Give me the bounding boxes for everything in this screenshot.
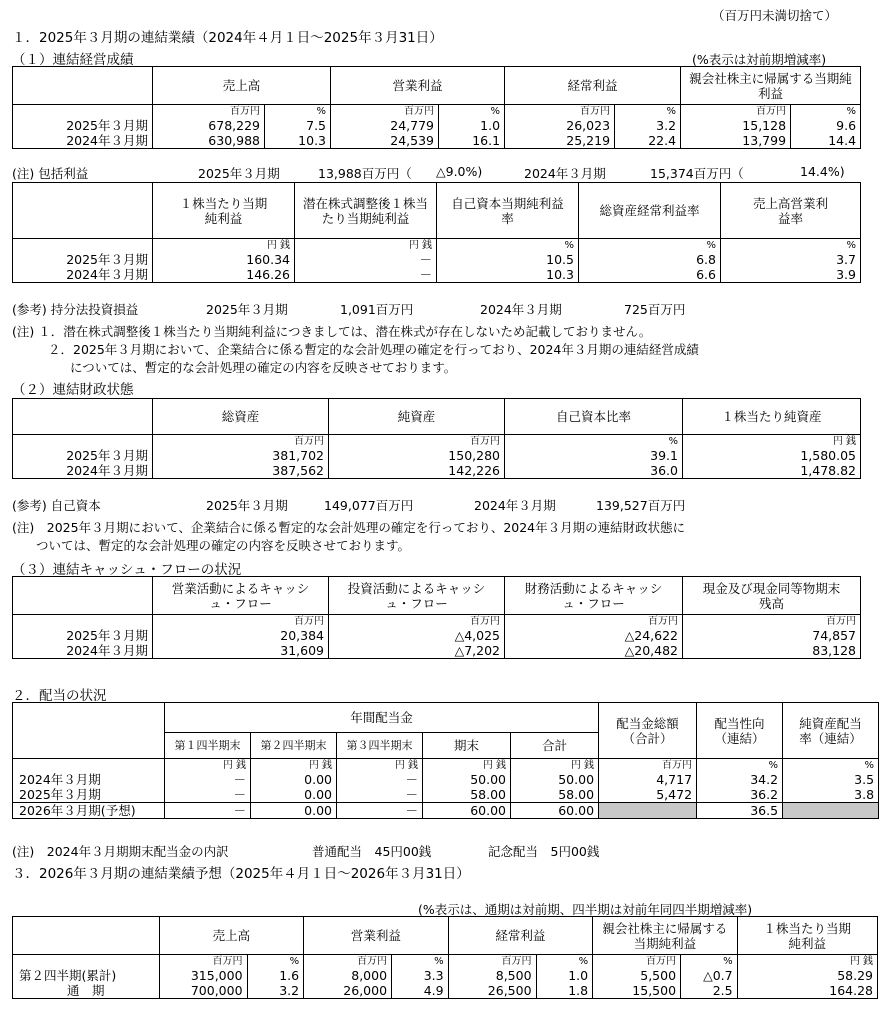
unit: 百万円	[329, 435, 505, 449]
unit: 円 銭	[295, 239, 437, 253]
table-row	[13, 463, 861, 479]
unit: %	[681, 955, 738, 969]
subsection-2-title: （２）連結財政状態	[12, 382, 134, 398]
table-row	[13, 787, 879, 803]
note-line: ２．2025年３月期において、企業結合に係る暫定的な会計処理の確定を行っており、2024年３月期の連結経営成績	[48, 342, 699, 357]
cell: 36.0	[505, 463, 683, 479]
note-line: (注) １．潜在株式調整後１株当たり当期純利益につきましては、潜在株式が存在しないため記載しておりません。	[12, 324, 652, 339]
note-line: ついては、暫定的な会計処理の確定の内容を反映させております。	[36, 538, 411, 553]
cell: －	[337, 787, 423, 803]
unit: 円 銭	[165, 759, 251, 773]
header-total: 合計	[511, 733, 599, 759]
row-label: 2024年３月期	[13, 772, 165, 787]
cell: △7,202	[329, 643, 505, 659]
cell: 58.29	[737, 968, 877, 983]
unit: 円 銭	[737, 955, 877, 969]
cell: 58.00	[423, 787, 511, 803]
cell: 1.0	[536, 968, 593, 983]
unit: %	[439, 105, 505, 119]
cell: 381,702	[153, 448, 329, 463]
table-row	[13, 252, 861, 267]
cell: －	[295, 267, 437, 283]
header-investing-cf: 投資活動によるキャッシュ・フロー	[329, 577, 505, 615]
table-row	[13, 643, 861, 659]
section-2-title: ２．配当の状況	[12, 688, 107, 704]
unit: 百万円	[505, 105, 615, 119]
own-capital-value-1: 149,077百万円	[324, 498, 414, 513]
subsection-3-title: （３）連結キャッシュ・フローの状況	[12, 562, 242, 578]
cell: 4.9	[392, 983, 449, 999]
dividend-note-label: (注) 2024年３月期期末配当金の内訳	[12, 844, 229, 859]
table-row	[13, 118, 861, 133]
cell: 10.3	[265, 133, 331, 149]
operating-results-table	[12, 66, 861, 149]
header-roa: 総資産経常利益率	[579, 183, 721, 239]
dividend-note-ordinary: 普通配当 45円00銭	[312, 844, 432, 859]
cell: 83,128	[683, 643, 861, 659]
unit: 百万円	[505, 615, 683, 629]
cell: 3.3	[392, 968, 449, 983]
cell: 15,128	[681, 118, 791, 133]
cell: 58.00	[511, 787, 599, 803]
comprehensive-period-2: 2024年３月期	[524, 166, 606, 181]
header-financing-cf: 財務活動によるキャッシュ・フロー	[505, 577, 683, 615]
cell: 24,779	[331, 118, 439, 133]
cell: △20,482	[505, 643, 683, 659]
cell: 10.5	[437, 252, 579, 267]
financial-position-table	[12, 398, 861, 479]
row-label: 2025年３月期	[13, 628, 153, 643]
cell: 13,799	[681, 133, 791, 149]
cell: 39.1	[505, 448, 683, 463]
unit: 円 銭	[683, 435, 861, 449]
header-diluted-eps: 潜在株式調整後１株当たり当期純利益	[295, 183, 437, 239]
cell: 74,857	[683, 628, 861, 643]
header-operating-income: 営業利益	[331, 67, 505, 105]
row-label: 2024年３月期	[13, 133, 153, 149]
cell: 50.00	[511, 772, 599, 787]
comprehensive-rate-2: 14.4%)	[800, 164, 845, 179]
own-capital-period-2: 2024年３月期	[474, 498, 556, 513]
table-row	[13, 968, 878, 983]
row-label: 第２四半期(累計)	[13, 968, 160, 983]
cell: 9.6	[791, 118, 861, 133]
section-1-title: １．2025年３月期の連結業績（2024年４月１日～2025年３月31日）	[12, 30, 443, 46]
cell: 150,280	[329, 448, 505, 463]
comprehensive-value-1: 13,988百万円（	[318, 166, 412, 181]
header-ordinary-income: 経常利益	[448, 917, 593, 955]
cell: △4,025	[329, 628, 505, 643]
dividend-note-commemorative: 記念配当 5円00銭	[488, 844, 600, 859]
cell: 700,000	[159, 983, 247, 999]
header-net-income: 親会社株主に帰属する当期純利益	[593, 917, 738, 955]
unit: %	[247, 955, 304, 969]
unit: %	[791, 105, 861, 119]
cell: 164.28	[737, 983, 877, 999]
cell: 26,023	[505, 118, 615, 133]
unit: %	[392, 955, 449, 969]
cell: 25,219	[505, 133, 615, 149]
cell: －	[165, 787, 251, 803]
own-capital-period-1: 2025年３月期	[206, 498, 288, 513]
cell: 4,717	[599, 772, 697, 787]
cell: 3.7	[721, 252, 861, 267]
header-q2: 第２四半期末	[251, 733, 337, 759]
cell: －	[337, 772, 423, 787]
cell: 0.00	[251, 787, 337, 803]
cell: 6.6	[579, 267, 721, 283]
note-line: (注) 2025年３月期において、企業結合に係る暫定的な会計処理の確定を行っており、2024年３月期の連結財政状態に	[12, 520, 686, 535]
header-sales: 売上高	[159, 917, 304, 955]
cell: 7.5	[265, 118, 331, 133]
header-net-income: 親会社株主に帰属する当期純利益	[681, 67, 861, 105]
own-capital-value-2: 139,527百万円	[596, 498, 686, 513]
cell: 15,500	[593, 983, 681, 999]
row-label: 通 期	[13, 983, 160, 999]
table-row	[13, 133, 861, 149]
unit: 円 銭	[153, 239, 295, 253]
note-line: については、暫定的な会計処理の確定の内容を反映させております。	[70, 360, 457, 375]
cell: 0.00	[251, 803, 337, 819]
comprehensive-value-2: 15,374百万円（	[650, 166, 744, 181]
header-operating-margin: 売上高営業利益率	[721, 183, 861, 239]
cell: △0.7	[681, 968, 738, 983]
cell: 6.8	[579, 252, 721, 267]
header-eps: １株当たり当期純利益	[737, 917, 877, 955]
unit: %	[437, 239, 579, 253]
header-payout-ratio: 配当性向（連結）	[697, 703, 783, 759]
header-equity-ratio: 自己資本比率	[505, 399, 683, 435]
cell: 5,500	[593, 968, 681, 983]
unit: 円 銭	[251, 759, 337, 773]
unit: 百万円	[159, 955, 247, 969]
unit: 百万円	[329, 615, 505, 629]
header-year-end: 期末	[423, 733, 511, 759]
header-doe: 純資産配当率（連結）	[783, 703, 879, 759]
unit: 円 銭	[337, 759, 423, 773]
table-row	[13, 267, 861, 283]
cell: 24,539	[331, 133, 439, 149]
header-operating-cf: 営業活動によるキャッシュ・フロー	[153, 577, 329, 615]
cell: 1.6	[247, 968, 304, 983]
table-row	[13, 772, 879, 787]
cell: 16.1	[439, 133, 505, 149]
table-row	[13, 983, 878, 999]
forecast-pct-note: (%表示は、通期は対前期、四半期は対前年同四半期増減率)	[418, 902, 753, 917]
cell: 3.2	[615, 118, 681, 133]
cell: 3.8	[783, 787, 879, 803]
unit: 百万円	[448, 955, 536, 969]
header-bps: １株当たり純資産	[683, 399, 861, 435]
shaded-cell	[783, 803, 879, 819]
header-total-assets: 総資産	[153, 399, 329, 435]
unit: %	[783, 759, 879, 773]
cell: 0.00	[251, 772, 337, 787]
cell: 31,609	[153, 643, 329, 659]
unit: %	[579, 239, 721, 253]
cell: 146.26	[153, 267, 295, 283]
header-q3: 第３四半期末	[337, 733, 423, 759]
cell: 26,000	[304, 983, 392, 999]
unit: 百万円	[681, 105, 791, 119]
cell: 14.4	[791, 133, 861, 149]
row-label: 2024年３月期	[13, 267, 153, 283]
cell: 1,580.05	[683, 448, 861, 463]
row-label: 2024年３月期	[13, 463, 153, 479]
cell: 142,226	[329, 463, 505, 479]
unit: 百万円	[153, 615, 329, 629]
unit: 百万円	[153, 435, 329, 449]
row-label: 2025年３月期	[13, 118, 153, 133]
cell: 26,500	[448, 983, 536, 999]
equity-method-value-2: 725百万円	[624, 302, 686, 317]
cell: 5,472	[599, 787, 697, 803]
cell: 22.4	[615, 133, 681, 149]
unit: 百万円	[153, 105, 265, 119]
cell: 315,000	[159, 968, 247, 983]
cell: 50.00	[423, 772, 511, 787]
comprehensive-rate-1: △9.0%)	[436, 164, 483, 179]
cell: －	[165, 803, 251, 819]
header-q1: 第１四半期末	[165, 733, 251, 759]
table-row	[13, 628, 861, 643]
header-operating-income: 営業利益	[304, 917, 449, 955]
cell: －	[337, 803, 423, 819]
cell: 10.3	[437, 267, 579, 283]
row-label: 2025年３月期	[13, 448, 153, 463]
equity-method-value-1: 1,091百万円	[340, 302, 414, 317]
pct-note: (%表示は対前期増減率)	[692, 52, 827, 67]
header-ordinary-income: 経常利益	[505, 67, 681, 105]
cell: 8,000	[304, 968, 392, 983]
cell: 3.2	[247, 983, 304, 999]
row-label: 2025年３月期	[13, 787, 165, 803]
own-capital-label: (参考) 自己資本	[12, 498, 101, 513]
cell: 160.34	[153, 252, 295, 267]
cell: 8,500	[448, 968, 536, 983]
row-label: 2026年３月期(予想)	[13, 803, 165, 819]
equity-method-period-1: 2025年３月期	[206, 302, 288, 317]
unit: 百万円	[331, 105, 439, 119]
cell: 3.9	[721, 267, 861, 283]
cell: 60.00	[511, 803, 599, 819]
unit: 円 銭	[423, 759, 511, 773]
header-net-assets: 純資産	[329, 399, 505, 435]
section-3-title: ３．2026年３月期の連結業績予想（2025年４月１日～2026年３月31日）	[12, 866, 470, 882]
cell: 678,229	[153, 118, 265, 133]
unit-note: （百万円未満切捨て）	[712, 8, 838, 23]
unit: 百万円	[593, 955, 681, 969]
cash-flow-table	[12, 576, 861, 659]
cell: △24,622	[505, 628, 683, 643]
cell: 2.5	[681, 983, 738, 999]
header-eps: １株当たり当期純利益	[153, 183, 295, 239]
cell: 20,384	[153, 628, 329, 643]
per-share-table	[12, 182, 861, 283]
row-label: 2025年３月期	[13, 252, 153, 267]
cell: 1.8	[536, 983, 593, 999]
equity-method-period-2: 2024年３月期	[480, 302, 562, 317]
equity-method-label: (参考) 持分法投資損益	[12, 302, 139, 317]
shaded-cell	[599, 803, 697, 819]
unit: %	[697, 759, 783, 773]
unit: 百万円	[599, 759, 697, 773]
subsection-1-title: （１）連結経営成績	[12, 52, 134, 68]
row-label: 2024年３月期	[13, 643, 153, 659]
unit: %	[615, 105, 681, 119]
cell: 34.2	[697, 772, 783, 787]
comprehensive-income-label: (注) 包括利益	[12, 166, 89, 181]
header-cash-balance: 現金及び現金同等物期末残高	[683, 577, 861, 615]
header-annual-dividend: 年間配当金	[165, 703, 599, 733]
header-roe: 自己資本当期純利益率	[437, 183, 579, 239]
dividend-table	[12, 702, 879, 819]
cell: 36.2	[697, 787, 783, 803]
cell: 1.0	[439, 118, 505, 133]
comprehensive-period-1: 2025年３月期	[198, 166, 280, 181]
header-total-dividend: 配当金総額（合計）	[599, 703, 697, 759]
unit: %	[265, 105, 331, 119]
cell: 630,988	[153, 133, 265, 149]
forecast-table	[12, 916, 878, 999]
table-row	[13, 448, 861, 463]
cell: －	[165, 772, 251, 787]
unit: %	[721, 239, 861, 253]
cell: －	[295, 252, 437, 267]
cell: 1,478.82	[683, 463, 861, 479]
table-row	[13, 803, 879, 819]
header-sales: 売上高	[153, 67, 331, 105]
unit: 円 銭	[511, 759, 599, 773]
unit: 百万円	[304, 955, 392, 969]
cell: 387,562	[153, 463, 329, 479]
unit: %	[505, 435, 683, 449]
cell: 60.00	[423, 803, 511, 819]
unit: %	[536, 955, 593, 969]
unit: 百万円	[683, 615, 861, 629]
cell: 36.5	[697, 803, 783, 819]
cell: 3.5	[783, 772, 879, 787]
